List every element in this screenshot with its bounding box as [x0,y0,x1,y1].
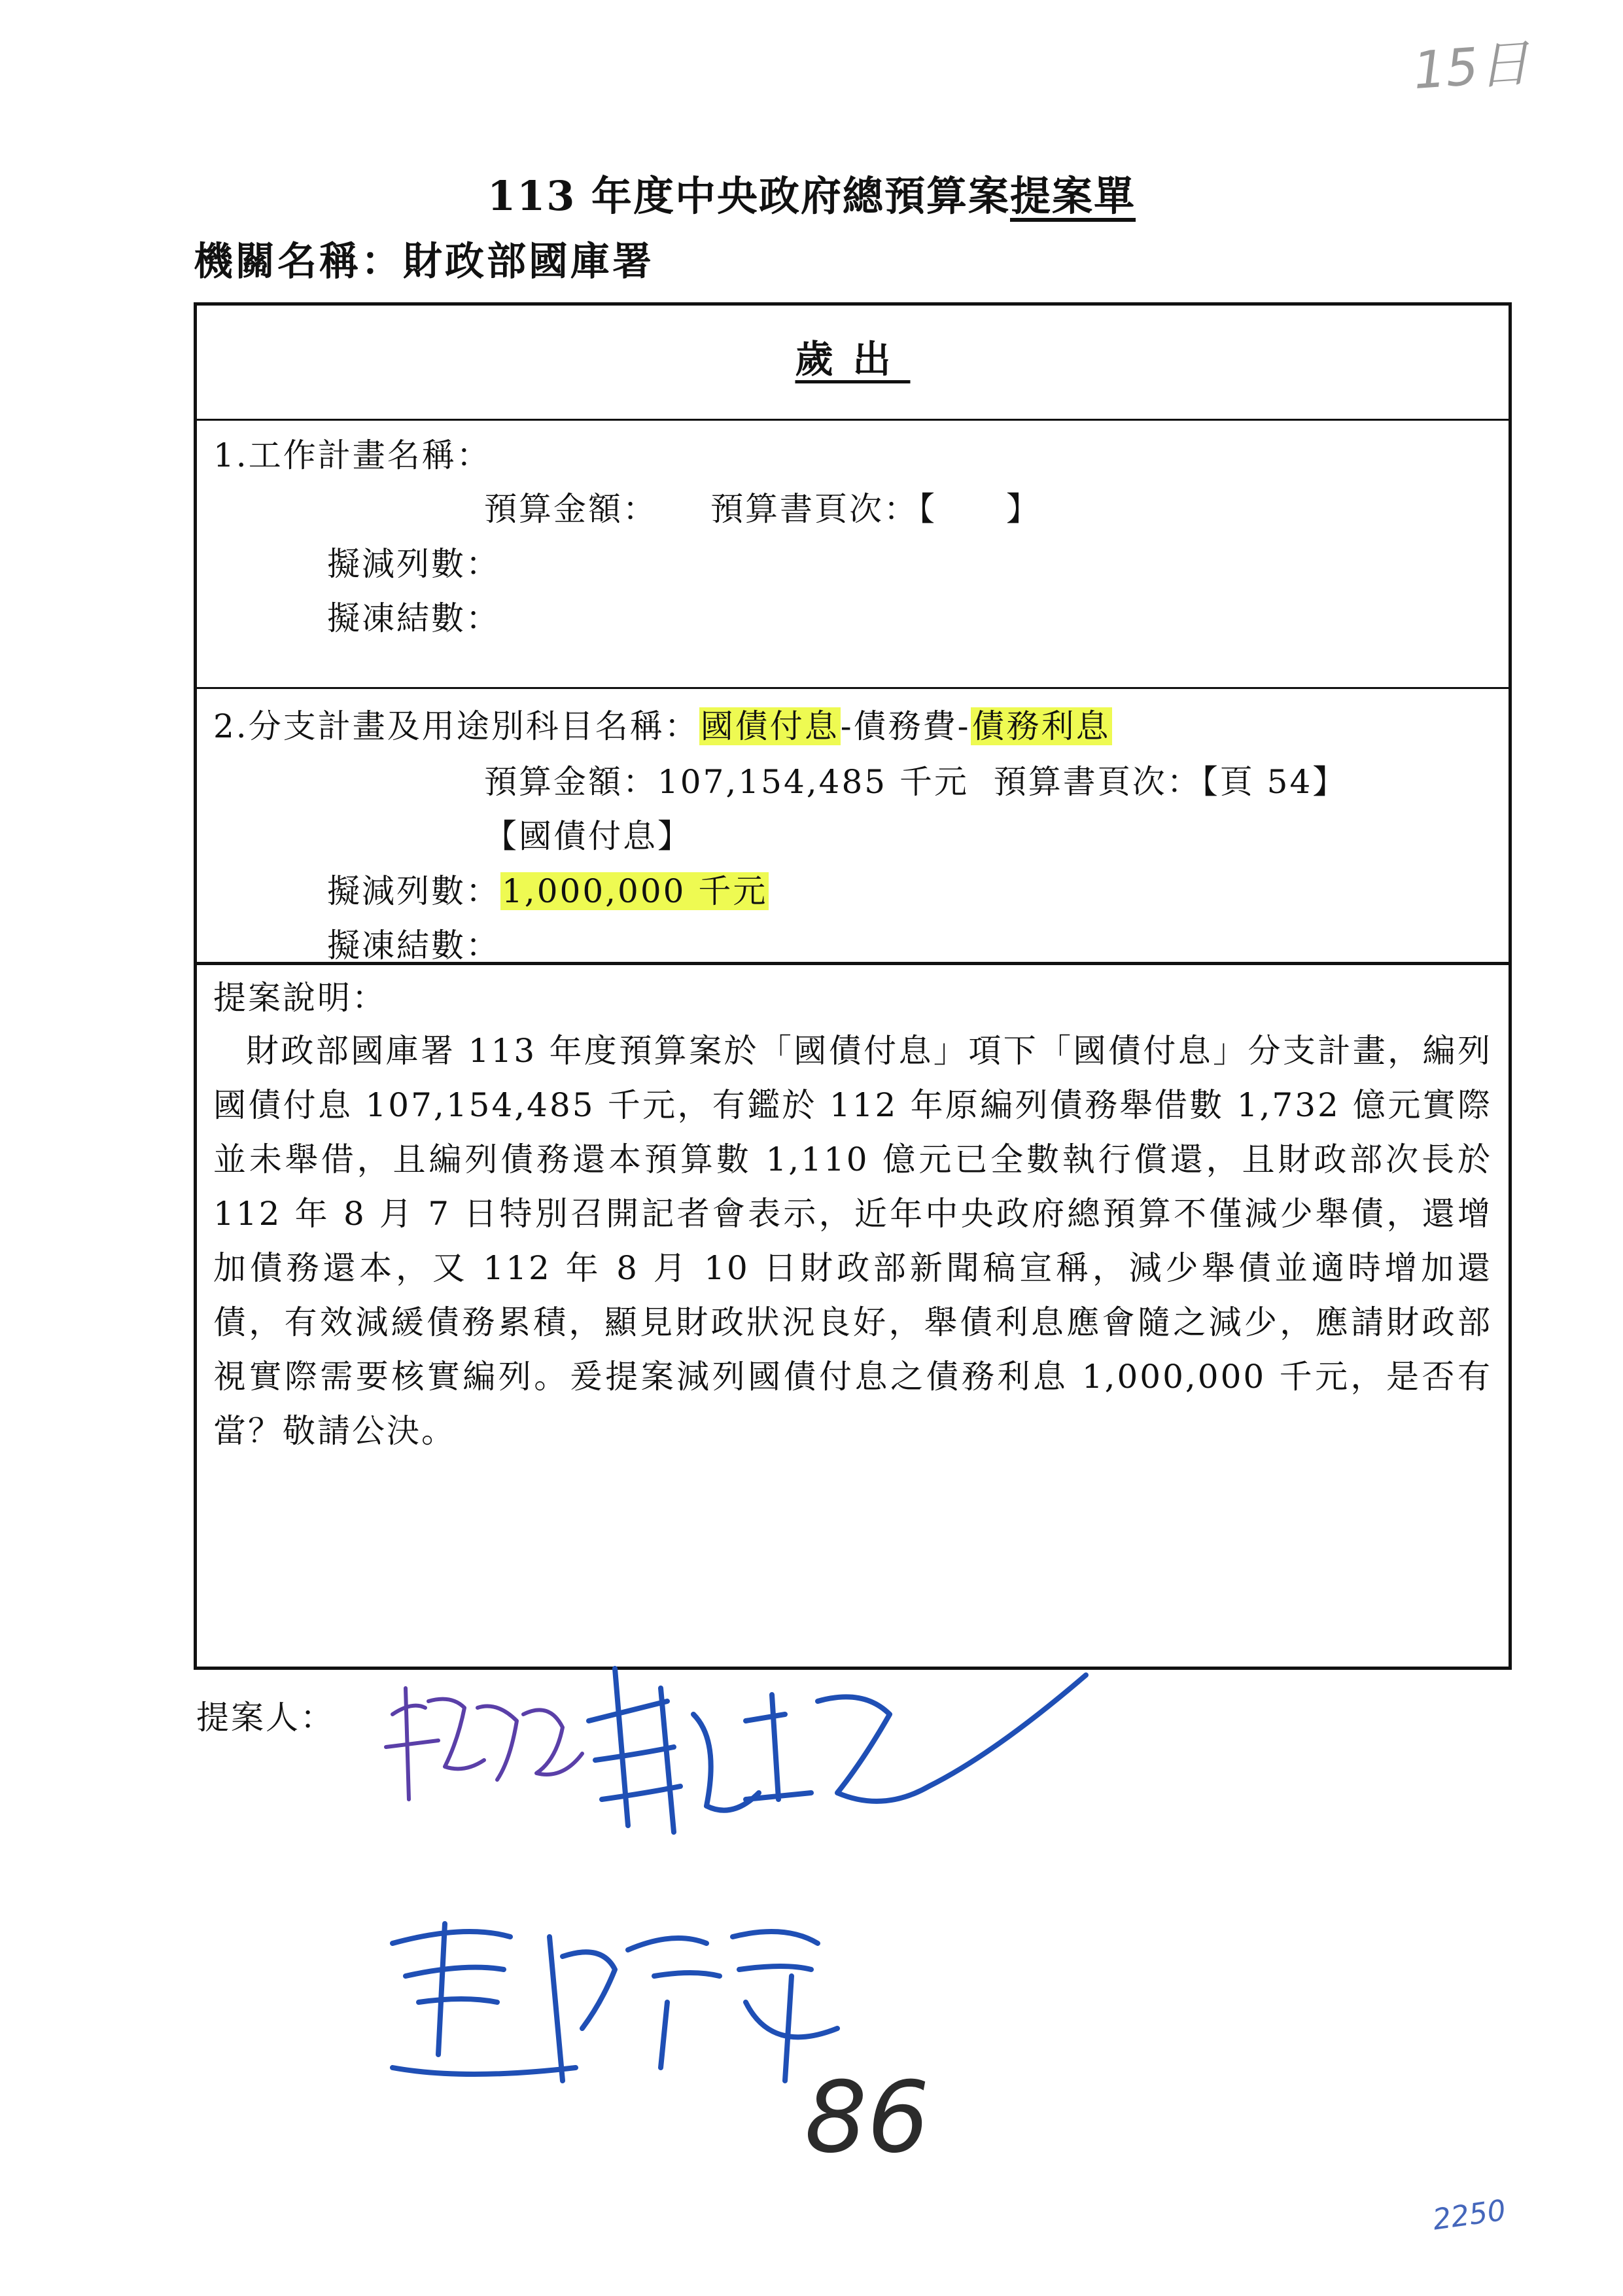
title-underlined: 提案單 [1010,172,1136,220]
title-prefix: 113 年度中央政府總預算案 [487,172,1010,220]
item2-budget-line: 預算金額：107,154,485 千元 預算書頁次：【頁 54】 [484,763,1348,801]
item2-cut-label: 擬減列數： [327,872,500,910]
page-number-handwritten: 86 [805,2061,930,2175]
signature-3 [393,1924,837,2081]
document-title [0,164,1623,222]
item1-freeze-label: 擬凍結數： [327,599,500,637]
proposer-label: 提案人： [196,1699,335,1737]
item2-name-sep: -債務費- [840,707,971,745]
explanation-body: 財政部國庫署 113 年度預算案於「國債付息」項下「國債付息」分支計畫，編列國債付息 107,154,485 千元，有鑑於 112 年原編列債務舉借數 1,732 億元實際並未舉借，且編列債務還本預算數 1,110 億元已全數執行償還，且財政部次長於 112 年 8 月 7 日特別召開記者會表示，近年中央政府總預算不僅減少舉債，還增加債務還本，又 112 年 8 月 10 日財政部新聞稿宣稱，減少舉債並適時增加還債，有效減緩債務累積，顯見財政狀況良好，舉債利息應會隨之減少，應請財政部視實際需要核實編列。爰提案減列國債付息之債務利息 1,000,000 千元，是否有當？敬請公決。 [213,1032,1492,1450]
handwritten-signatures [366,1662,1112,2133]
item2-sub-plan: 【國債付息】 [484,817,692,855]
explanation-label: 提案說明： [213,979,387,1017]
item1-budget-line: 預算金額： 預算書頁次：【 】 [484,490,1041,528]
item2-label [213,700,1112,747]
section-header-text: 歲出 [795,337,911,381]
item2-name-part1: 國債付息 [700,707,839,745]
item2-cut-row [327,865,769,912]
section-header [194,328,1512,383]
stamp-number: 2250 [1430,2193,1508,2237]
item2-cut-value: 1,000,000 千元 [502,872,768,910]
item1-cut-label: 擬減列數： [327,545,500,583]
divider-item1 [194,687,1512,689]
signature-2 [589,1669,1086,1832]
item1-label: 1.工作計畫名稱： [213,436,491,474]
item2-name-part2: 債務利息 [971,707,1111,745]
item2-freeze-label: 擬凍結數： [327,927,500,964]
agency-name: 機關名稱：財政部國庫署 [194,239,654,285]
item2-label-prefix: 2.分支計畫及用途別科目名稱： [213,707,699,745]
signature-1 [386,1688,582,1799]
corner-handwritten-mark: 15日 [1411,33,1531,101]
divider-header [194,419,1512,421]
divider-item2 [194,962,1512,965]
